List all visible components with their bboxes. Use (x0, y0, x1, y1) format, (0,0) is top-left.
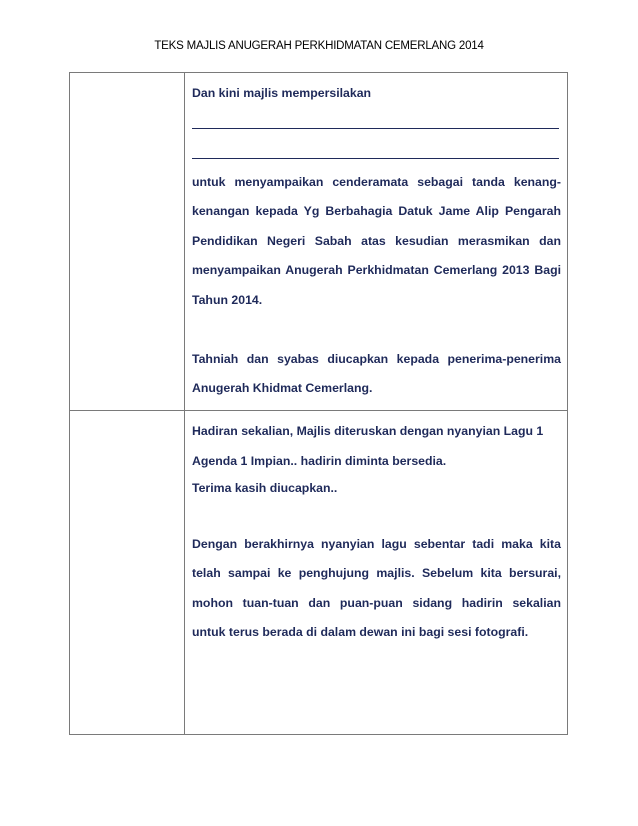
intro-text: Dan kini majlis mempersilakan (192, 86, 372, 100)
paragraph-line: Pendidikan Negeri Sabah atas kesudian merasmikan dan (192, 233, 561, 248)
thanks-line: Terima kasih diucapkan.. (192, 481, 338, 495)
page-header-title: TEKS MAJLIS ANUGERAH PERKHIDMATAN CEMERLANG 2014 (154, 40, 484, 52)
speaker-cell (70, 73, 185, 411)
paragraph-line: kenangan kepada Yg Berbahagia Datuk Jame Alip Pengarah (192, 204, 561, 218)
closing-line: untuk terus berada di dalam dewan ini bagi sesi fotografi. (192, 625, 529, 639)
script-table (69, 72, 568, 735)
script-cell (185, 73, 568, 411)
table-row (70, 411, 568, 735)
closing-line: Dengan berakhirnya nyanyian lagu sebentar tadi maka kita (192, 536, 561, 551)
announcement-line: Hadiran sekalian, Majlis diteruskan dengan nyanyian Lagu 1 (192, 424, 544, 438)
paragraph-line: Tahun 2014. (192, 292, 263, 307)
paragraph-line: menyampaikan Anugerah Perkhidmatan Cemerlang 2013 Bagi (192, 263, 561, 277)
closing-line: telah sampai ke penghujung majlis. Sebelum kita bersurai, (192, 566, 561, 580)
speaker-cell (70, 411, 185, 735)
name-blank-line (192, 138, 561, 168)
paragraph-line: untuk menyampaikan cenderamata sebagai tanda kenang- (192, 174, 561, 189)
congrats-line: Anugerah Khidmat Cemerlang. (192, 381, 373, 395)
closing-line: mohon tuan-tuan dan puan-puan sidang hadirin sekalian (192, 595, 561, 610)
script-cell (185, 411, 568, 735)
name-blank-line (192, 109, 561, 139)
table-row (70, 73, 568, 411)
announcement-line: Agenda 1 Impian.. hadirin diminta bersedia. (192, 453, 447, 468)
congrats-line: Tahniah dan syabas diucapkan kepada penerima-penerima (192, 351, 561, 366)
